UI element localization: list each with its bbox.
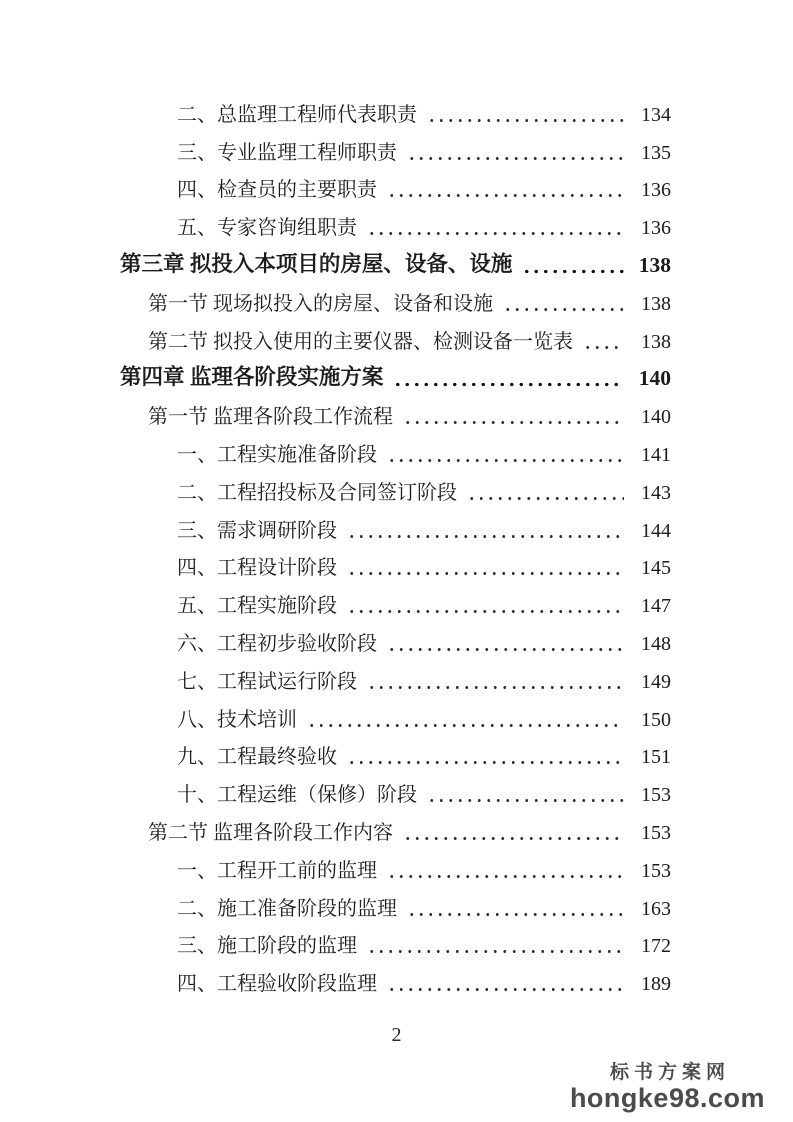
dot-leader [522, 268, 624, 275]
toc-entry-page: 148 [641, 632, 671, 655]
dot-leader [427, 117, 624, 124]
toc-entry [120, 208, 671, 246]
dot-leader [367, 230, 624, 237]
dot-leader [367, 948, 624, 955]
toc-entry [120, 700, 671, 738]
toc [120, 95, 671, 1002]
toc-entry-page: 135 [641, 141, 671, 164]
toc-entry-page: 140 [641, 406, 671, 429]
dot-leader [403, 419, 624, 426]
toc-entry-page: 134 [641, 103, 671, 126]
dot-leader [407, 155, 624, 162]
toc-entry [120, 624, 671, 662]
dot-leader [347, 608, 624, 615]
toc-entry-label: 第一节 现场拟投入的房屋、设备和设施 [148, 292, 493, 315]
toc-entry-label: 一、工程实施准备阶段 [177, 443, 377, 466]
toc-entry [120, 360, 671, 398]
toc-entry-label: 六、工程初步验收阶段 [177, 632, 377, 655]
toc-entry-label: 八、技术培训 [177, 708, 297, 731]
toc-entry-page: 141 [641, 443, 671, 466]
toc-entry-label: 五、工程实施阶段 [177, 595, 337, 618]
toc-entry-page: 138 [641, 330, 671, 353]
toc-entry [120, 662, 671, 700]
toc-entry-label: 三、需求调研阶段 [177, 519, 337, 542]
toc-entry [120, 95, 671, 133]
toc-entry-page: 140 [638, 366, 671, 391]
toc-entry-label: 四、工程设计阶段 [177, 557, 337, 580]
toc-entry-page: 136 [641, 217, 671, 240]
dot-leader [407, 911, 624, 918]
toc-entry-label: 第一节 监理各阶段工作流程 [148, 406, 393, 429]
watermark-site-name: 标书方案网 [609, 1062, 730, 1084]
dot-leader [387, 986, 624, 993]
toc-entry-label: 四、工程验收阶段监理 [177, 973, 377, 996]
dot-leader [393, 381, 624, 388]
toc-entry-page: 163 [641, 897, 671, 920]
toc-entry-label: 二、工程招投标及合同签订阶段 [177, 481, 457, 504]
toc-entry [120, 284, 671, 322]
toc-entry-label: 五、专家咨询组职责 [177, 217, 357, 240]
dot-leader [367, 684, 624, 691]
toc-entry-page: 150 [641, 708, 671, 731]
page-number: 2 [391, 1024, 402, 1046]
toc-entry [120, 927, 671, 965]
dot-leader [307, 722, 624, 729]
toc-entry-page: 153 [641, 784, 671, 807]
dot-leader [347, 759, 624, 766]
dot-leader [387, 873, 624, 880]
toc-entry [120, 889, 671, 927]
toc-entry-label: 三、专业监理工程师职责 [177, 141, 397, 164]
toc-entry [120, 549, 671, 587]
dot-leader [583, 344, 624, 351]
toc-entry-page: 136 [641, 179, 671, 202]
toc-entry-page: 138 [641, 292, 671, 315]
toc-entry [120, 851, 671, 889]
toc-entry-label: 二、总监理工程师代表职责 [177, 103, 417, 126]
toc-entry-page: 143 [641, 481, 671, 504]
toc-entry-page: 189 [641, 973, 671, 996]
toc-entry-label: 一、工程开工前的监理 [177, 859, 377, 882]
toc-entry [120, 738, 671, 776]
toc-entry-label: 第二节 拟投入使用的主要仪器、检测设备一览表 [148, 330, 573, 353]
dot-leader [403, 835, 624, 842]
toc-entry [120, 322, 671, 360]
dot-leader [387, 192, 624, 199]
dot-leader [387, 646, 624, 653]
toc-entry-page: 144 [641, 519, 671, 542]
toc-entry-page: 153 [641, 859, 671, 882]
toc-entry [120, 397, 671, 435]
watermark-site-url: hongke98.com [569, 1082, 765, 1113]
toc-entry-label: 第二节 监理各阶段工作内容 [148, 821, 393, 844]
toc-entry-label: 九、工程最终验收 [177, 746, 337, 769]
dot-leader [503, 306, 624, 313]
toc-entry [120, 586, 671, 624]
toc-entry [120, 171, 671, 209]
toc-entry-label: 二、施工准备阶段的监理 [177, 897, 397, 920]
toc-entry [120, 813, 671, 851]
toc-entry-label: 十、工程运维（保修）阶段 [177, 784, 417, 807]
toc-entry [120, 511, 671, 549]
toc-entry-page: 149 [641, 670, 671, 693]
toc-entry-label: 三、施工阶段的监理 [177, 935, 357, 958]
toc-entry-label: 第四章 监理各阶段实施方案 [120, 365, 384, 390]
toc-entry [120, 775, 671, 813]
toc-entry-page: 147 [641, 595, 671, 618]
toc-entry-page: 138 [638, 252, 671, 277]
toc-entry [120, 133, 671, 171]
toc-entry-page: 145 [641, 557, 671, 580]
toc-entry [120, 246, 671, 284]
dot-leader [387, 457, 624, 464]
toc-entry-page: 172 [641, 935, 671, 958]
dot-leader [347, 570, 624, 577]
toc-entry-label: 四、检查员的主要职责 [177, 179, 377, 202]
toc-entry [120, 964, 671, 1002]
watermark [570, 1063, 765, 1113]
toc-entry [120, 473, 671, 511]
toc-entry-page: 153 [641, 821, 671, 844]
toc-entry [120, 435, 671, 473]
dot-leader [427, 797, 624, 804]
dot-leader [467, 495, 624, 502]
toc-entry-label: 第三章 拟投入本项目的房屋、设备、设施 [120, 251, 513, 276]
toc-entry-label: 七、工程试运行阶段 [177, 670, 357, 693]
dot-leader [347, 533, 624, 540]
toc-entry-page: 151 [641, 746, 671, 769]
